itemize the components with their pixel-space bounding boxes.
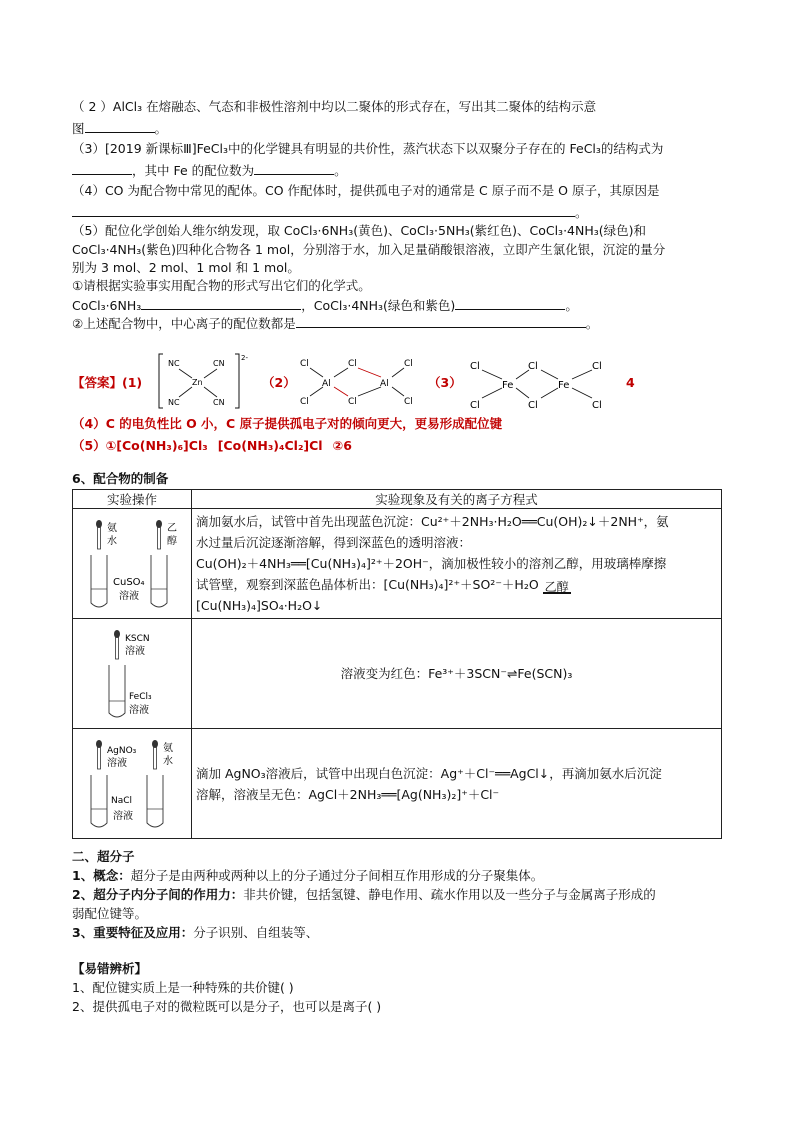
q2-answer-blank[interactable] — [85, 119, 155, 133]
q5-blank-2[interactable] — [455, 296, 565, 310]
section2-p1-head: 1、概念： — [72, 868, 131, 883]
section2-p2b: 弱配位键等。 — [72, 906, 148, 921]
answer-label: 【答案】(1) — [72, 375, 143, 390]
row3-line1: 滴加 AgNO₃溶液后，试管中出现白色沉淀：Ag⁺＋Cl⁻══AgCl↓，再滴加氨水后沉淀 — [196, 765, 662, 781]
answer-line4: （4）C 的电负性比 O 小，C 原子提供孤电子对的倾向更大，更易形成配位键 — [72, 416, 503, 431]
row1-label-c1: CuSO₄ — [113, 576, 145, 588]
section2-p2 — [72, 886, 722, 904]
al2cl6-al-left: Al — [322, 379, 331, 389]
answer-line5-b: [Co(NH₃)₄Cl₂]Cl — [217, 438, 323, 453]
right-bracket — [235, 354, 239, 408]
section2-p3-head: 3、重要特征及应用： — [72, 925, 194, 940]
dropper-tube — [158, 527, 161, 549]
q3-structure-blank[interactable] — [72, 161, 132, 175]
answer-part2-label: （2） — [262, 375, 296, 390]
row1-label-a1: 氨 — [107, 522, 117, 534]
q5-line6-end: 。 — [585, 316, 599, 331]
q4-line2 — [72, 203, 722, 222]
fe2cl6-cl: Cl — [528, 361, 538, 372]
row2-diagram-cell — [73, 619, 192, 729]
table-header-phenomena: 实验现象及有关的离子方程式 — [192, 490, 722, 509]
q2-end: 。 — [154, 121, 168, 136]
bond — [204, 387, 217, 397]
answer-line5 — [72, 437, 722, 455]
bond — [179, 369, 192, 378]
errors-item: 1、配位键实质上是一种特殊的共价键( ) — [72, 980, 294, 995]
al2cl6-cl: Cl — [404, 397, 413, 407]
row3-text-cell — [192, 729, 722, 839]
row1-line4 — [196, 574, 717, 595]
fe2cl6-fe-right: Fe — [558, 380, 570, 391]
bond — [310, 387, 323, 396]
table-row — [73, 619, 722, 729]
section2-title: 二、超分子 — [72, 849, 135, 864]
zn-ligand-cn-bottom: CN — [213, 398, 225, 407]
table-header-row — [73, 490, 722, 509]
row1-line4-text: 试管壁，观察到深蓝色晶体析出：[Cu(NH₃)₄]²⁺＋SO²⁻＋H₂O — [196, 577, 539, 592]
errors-item: 2、提供孤电子对的微粒既可以是分子，也可以是离子( ) — [72, 999, 382, 1014]
bond — [358, 387, 381, 396]
q4-line1: （4）CO 为配合物中常见的配体。CO 作配体时，提供孤电子对的通常是 C 原子而不是 O 原子，其原因是 — [72, 183, 660, 198]
row2-label-c1: FeCl₃ — [129, 692, 152, 702]
row1-label-a2: 水 — [107, 535, 117, 547]
bond — [572, 388, 592, 398]
q3-end: 。 — [334, 163, 347, 178]
fe2cl6-cl: Cl — [528, 400, 538, 411]
bond — [541, 388, 558, 398]
answer-line5-c: ②6 — [332, 438, 352, 453]
bond — [482, 370, 502, 379]
q4-end: 。 — [575, 205, 588, 220]
row3-label-a2: 溶液 — [107, 758, 127, 769]
fe2cl6-cl: Cl — [592, 361, 602, 372]
bond — [334, 368, 348, 377]
row2-text: 溶液变为红色：Fe³⁺＋3SCN⁻⇌Fe(SCN)₃ — [340, 666, 573, 681]
coordinate-bond — [358, 368, 381, 377]
dropper-tube — [154, 747, 157, 769]
q5-blank-3[interactable] — [296, 314, 586, 328]
bond — [310, 368, 323, 377]
q5-blank-1[interactable] — [141, 296, 301, 310]
q5-formula-1: CoCl₃·6NH₃ — [72, 298, 142, 313]
row1-diagram-cell — [73, 509, 192, 619]
q5-formula-2: ，CoCl₃·4NH₃(绿色和紫色) — [301, 298, 456, 313]
row3-label-a1: AgNO₃ — [107, 746, 137, 756]
dropper-tube — [98, 527, 101, 549]
al2cl6-al-right: Al — [380, 379, 389, 389]
row2-label-a2: 溶液 — [125, 646, 145, 657]
row3-label-b2: 水 — [163, 756, 173, 767]
section2-p1 — [72, 867, 722, 885]
left-bracket — [159, 354, 163, 408]
table-row — [73, 729, 722, 839]
q3-line1: （3）[2019 新课标Ⅲ]FeCl₃中的化学键具有明显的共价性，蒸汽状态下以双聚分子存在的 FeCl₃的结构式为 — [72, 141, 664, 156]
answer-part3-value: 4 — [626, 375, 635, 390]
row1-line1 — [196, 511, 717, 532]
q5-line3: 别为 3 mol、2 mol、1 mol 和 1 mol。 — [72, 260, 300, 275]
answer-part3-label: （3） — [428, 375, 462, 390]
al2cl6-cl: Cl — [300, 359, 309, 369]
test-tube — [151, 555, 167, 607]
q5-line5-end: 。 — [565, 298, 578, 313]
test-tube — [147, 775, 163, 827]
zn-ligand-nc-top: NC — [168, 359, 180, 368]
section2-p2-text: 非共价键，包括氢键、静电作用、疏水作用以及一些分子与金属离子形成的 — [243, 887, 656, 902]
bond — [482, 388, 502, 398]
answer-line5-prefix: （5） — [72, 438, 106, 453]
section2-p1-text: 超分子是由两种或两种以上的分子通过分子间相互作用形成的分子聚集体。 — [130, 868, 544, 883]
fe2cl6-cl: Cl — [470, 400, 480, 411]
al2cl6-cl: Cl — [348, 397, 357, 407]
q2-line2-text: 图 — [72, 121, 85, 136]
q2-line1: （ 2 ）AlCl₃ 在熔融态、气态和非极性溶剂中均以二聚体的形式存在，写出其二聚体的结构示意 — [72, 99, 597, 114]
dropper-tube — [98, 747, 101, 769]
row1-label-c2: 溶液 — [119, 590, 139, 602]
fe2cl6-structure — [466, 356, 614, 412]
q5-line1: （5）配位化学创始人维尔纳发现，取 CoCl₃·6NH₃(黄色)、CoCl₃·5NH₃(紫红色)、CoCl₃·4NH₃(绿色)和 — [72, 223, 647, 238]
bond — [541, 370, 558, 379]
fe2cl6-cl: Cl — [470, 361, 480, 372]
row1-label-b2: 醇 — [167, 535, 177, 547]
row3-diagram-cell — [73, 729, 192, 839]
fe2cl6-cl: Cl — [592, 400, 602, 411]
q5-line6-text: ②上述配合物中，中心离子的配位数都是 — [72, 316, 296, 331]
ethanol-condition — [543, 582, 571, 594]
row3-line2: 溶解，溶液呈无色：AgCl＋2NH₃══[Ag(NH₃)₂]⁺＋Cl⁻ — [196, 786, 500, 802]
al2cl6-cl: Cl — [404, 359, 413, 369]
row1-line5: [Cu(NH₃)₄]SO₄·H₂O↓ — [196, 598, 323, 613]
zn-charge: 2- — [241, 354, 248, 362]
experiment-table — [72, 489, 722, 839]
row2-label-a1: KSCN — [125, 634, 150, 644]
bond — [179, 387, 192, 397]
row1-text — [192, 509, 721, 618]
test-tube — [91, 775, 107, 827]
row2-apparatus — [73, 619, 191, 725]
row1-line3: Cu(OH)₂＋4NH₃══[Cu(NH₃)₄]²⁺＋2OH⁻，滴加极性较小的溶剂乙醇，用玻璃棒摩擦 — [196, 556, 667, 571]
zn-ligand-cn-top: CN — [213, 359, 225, 368]
dropper-tube — [116, 637, 119, 659]
bond — [392, 387, 404, 396]
q3-coordination-blank[interactable] — [254, 161, 334, 175]
errors-title: 【易错辨析】 — [72, 961, 148, 976]
ethanol-over-arrow: 乙醇 — [544, 580, 569, 594]
al2cl6-cl: Cl — [300, 397, 309, 407]
row2-text-cell — [192, 619, 722, 729]
q5-line2: CoCl₃·4NH₃(紫色)四种化合物各 1 mol，分别溶于水，加入足量硝酸银溶液，立即产生氯化银，沉淀的量分 — [72, 242, 666, 257]
al2cl6-cl: Cl — [348, 359, 357, 369]
table-header-operation: 实验操作 — [73, 490, 192, 509]
zn-complex-structure — [157, 352, 247, 410]
q5-line6 — [72, 314, 722, 333]
table-row — [73, 509, 722, 619]
q4-answer-blank[interactable] — [72, 203, 575, 217]
bond — [392, 368, 404, 377]
row1-label-b1: 乙 — [167, 522, 177, 534]
al2cl6-structure — [298, 356, 422, 408]
answer-line5-a: ①[Co(NH₃)₆]Cl₃ — [105, 438, 208, 453]
bond — [516, 388, 529, 398]
row1-line1-text: 滴加氨水后，试管中首先出现蓝色沉淀：Cu²⁺＋2NH₃·H₂O══Cu(OH)₂↓＋2NH⁺，氨 — [196, 514, 669, 529]
q5-line5 — [72, 296, 722, 315]
section2-p3 — [72, 924, 722, 942]
coordinate-bond — [334, 387, 348, 396]
row3-label-c2: 溶液 — [113, 811, 133, 822]
q5-line4: ①请根据实验事实用配合物的形式写出它们的化学式。 — [72, 278, 371, 293]
section2-p2-head: 2、超分子内分子间的作用力： — [72, 887, 244, 902]
row2-label-c2: 溶液 — [129, 705, 149, 716]
section6-title: 6、配合物的制备 — [72, 471, 169, 486]
q3-line2-text: ，其中 Fe 的配位数为 — [132, 163, 255, 178]
row3-text — [192, 761, 721, 807]
row3-apparatus — [73, 729, 191, 835]
q3-line2 — [72, 161, 722, 180]
test-tube — [109, 665, 125, 717]
row1-line2: 水过量后沉淀逐渐溶解，得到深蓝色的透明溶液： — [196, 535, 472, 550]
row3-label-b1: 氨 — [163, 743, 173, 754]
bond — [516, 370, 529, 379]
zn-center: Zn — [192, 378, 203, 387]
fe2cl6-fe-left: Fe — [502, 380, 514, 391]
test-tube — [91, 555, 107, 607]
bond — [204, 369, 217, 378]
q2-line2 — [72, 119, 722, 138]
section2-p3-text: 分子识别、自组装等、 — [193, 925, 319, 940]
row1-text-cell — [192, 509, 722, 619]
bond — [572, 370, 592, 379]
row3-label-c1: NaCl — [111, 796, 133, 806]
zn-ligand-nc-bottom: NC — [168, 398, 180, 407]
row1-apparatus — [73, 511, 191, 614]
